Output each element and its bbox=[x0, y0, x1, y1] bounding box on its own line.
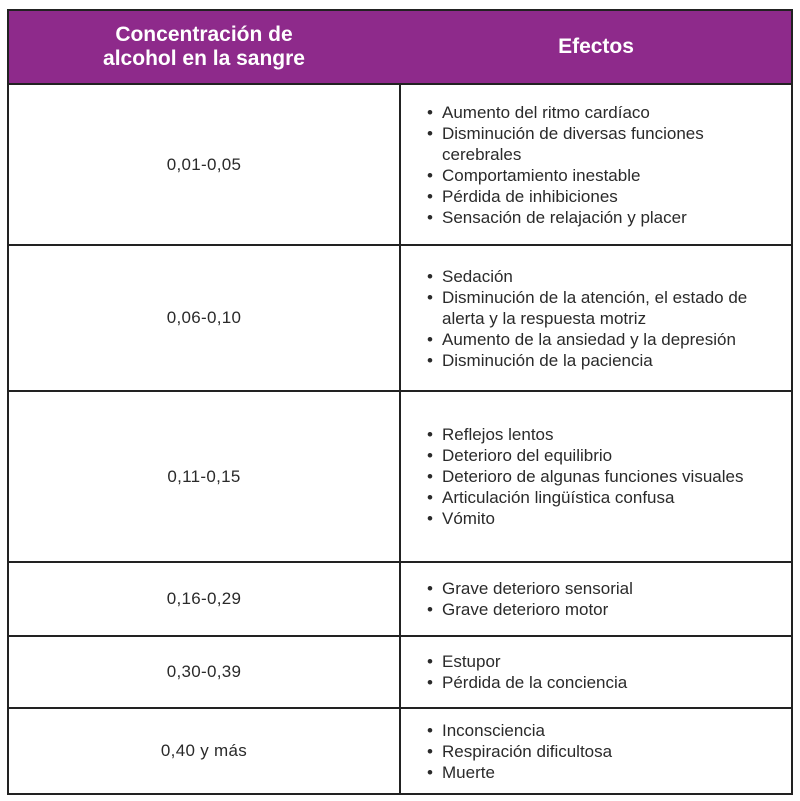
effect-item: • Grave deterioro sensorial bbox=[427, 578, 633, 599]
effects-cell bbox=[401, 635, 791, 707]
effects-list bbox=[427, 102, 783, 228]
effect-item: • Disminución de la paciencia bbox=[427, 350, 783, 371]
header-concentration-line1: Concentración de bbox=[115, 23, 293, 46]
alcohol-effects-table bbox=[7, 9, 793, 795]
effect-item: • Respiración dificultosa bbox=[427, 741, 612, 762]
effect-item: • Muerte bbox=[427, 762, 612, 783]
effect-item: • Disminución de la atención, el estado de alerta y la respuesta motriz bbox=[427, 287, 783, 329]
concentration-cell: 0,01-0,05 bbox=[9, 83, 401, 244]
effect-item: • Inconsciencia bbox=[427, 720, 612, 741]
concentration-cell: 0,06-0,10 bbox=[9, 244, 401, 390]
effect-item: • Sedación bbox=[427, 266, 783, 287]
concentration-cell: 0,11-0,15 bbox=[9, 390, 401, 561]
header-concentration bbox=[9, 11, 401, 83]
effects-cell bbox=[401, 244, 791, 390]
effect-item: • Pérdida de la conciencia bbox=[427, 672, 627, 693]
effect-item: • Deterioro del equilibrio bbox=[427, 445, 743, 466]
effect-item: • Reflejos lentos bbox=[427, 424, 743, 445]
effects-cell bbox=[401, 561, 791, 635]
effect-item: • Estupor bbox=[427, 651, 627, 672]
effects-list bbox=[427, 424, 743, 529]
header-concentration-line2: alcohol en la sangre bbox=[103, 47, 305, 70]
header-effects: Efectos bbox=[401, 11, 791, 83]
effect-item: • Comportamiento inestable bbox=[427, 165, 783, 186]
effect-item: • Disminución de diversas funciones cerebrales bbox=[427, 123, 783, 165]
effects-list bbox=[427, 651, 627, 693]
effect-item: • Vómito bbox=[427, 508, 743, 529]
effect-item: • Articulación lingüística confusa bbox=[427, 487, 743, 508]
effect-item: • Pérdida de inhibiciones bbox=[427, 186, 783, 207]
concentration-cell: 0,30-0,39 bbox=[9, 635, 401, 707]
effect-item: • Aumento del ritmo cardíaco bbox=[427, 102, 783, 123]
concentration-cell: 0,16-0,29 bbox=[9, 561, 401, 635]
effects-cell bbox=[401, 707, 791, 793]
effects-cell bbox=[401, 83, 791, 244]
effects-list bbox=[427, 266, 783, 371]
effect-item: • Sensación de relajación y placer bbox=[427, 207, 783, 228]
concentration-cell: 0,40 y más bbox=[9, 707, 401, 793]
effects-list bbox=[427, 578, 633, 620]
effects-cell bbox=[401, 390, 791, 561]
effect-item: • Deterioro de algunas funciones visuales bbox=[427, 466, 743, 487]
effects-list bbox=[427, 720, 612, 783]
effect-item: • Grave deterioro motor bbox=[427, 599, 633, 620]
effect-item: • Aumento de la ansiedad y la depresión bbox=[427, 329, 783, 350]
